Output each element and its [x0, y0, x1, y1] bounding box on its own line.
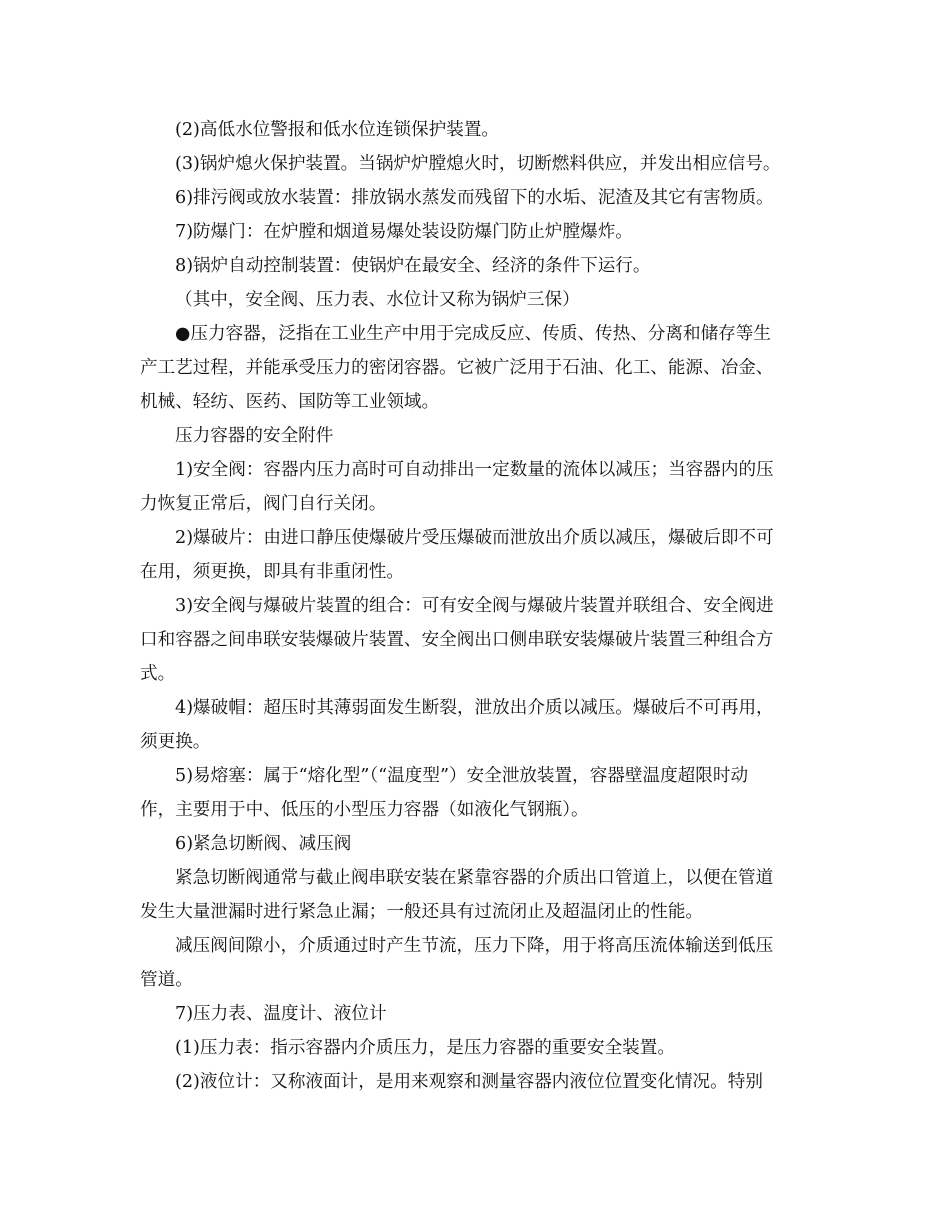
text-line: 6)排污阀或放水装置：排放锅水蒸发而残留下的水垢、泥渣及其它有害物质。 [175, 188, 774, 208]
text-line: 5)易熔塞：属于“熔化型”（“温度型”）安全泄放装置，容器壁温度超限时动 [175, 766, 749, 786]
text-line: 须更换。 [140, 732, 211, 752]
text-line: 减压阀间隙小，介质通过时产生节流，压力下降，用于将高压流体输送到低压 [175, 936, 774, 956]
text-line: 3)安全阀与爆破片装置的组合：可有安全阀与爆破片装置并联组合、安全阀进 [175, 596, 774, 616]
text-line: 发生大量泄漏时进行紧急止漏；一般还具有过流闭止及超温闭止的性能。 [140, 902, 704, 922]
text-line: （其中，安全阀、压力表、水位计又称为锅炉三保） [175, 290, 580, 310]
text-line: 力恢复正常后，阀门自行关闭。 [140, 494, 387, 514]
text-line: 式。 [140, 664, 176, 684]
text-line: 2)爆破片：由进口静压使爆破片受压爆破而泄放出介质以减压，爆破后即不可 [175, 528, 774, 548]
text-line: 作，主要用于中、低压的小型压力容器（如液化气钢瓶）。 [140, 800, 589, 820]
text-line: 紧急切断阀通常与截止阀串联安装在紧靠容器的介质出口管道上，以便在管道 [175, 868, 774, 888]
text-line: 4)爆破帽：超压时其薄弱面发生断裂，泄放出介质以减压。爆破后不可再用， [175, 698, 774, 718]
text-line: (1)压力表：指示容器内介质压力，是压力容器的重要安全装置。 [175, 1038, 675, 1058]
text-line: 1)安全阀：容器内压力高时可自动排出一定数量的流体以减压；当容器内的压 [175, 460, 774, 480]
text-line: 7)压力表、温度计、液位计 [175, 1004, 387, 1024]
text-line: ●压力容器，泛指在工业生产中用于完成反应、传质、传热、分离和储存等生 [175, 324, 771, 344]
text-line: 在用，须更换，即具有非重闭性。 [140, 562, 404, 582]
text-line: 口和容器之间串联安装爆破片装置、安全阀出口侧串联安装爆破片装置三种组合方 [140, 630, 774, 650]
text-line: (2)液位计：又称液面计，是用来观察和测量容器内液位位置变化情况。特别 [175, 1072, 763, 1092]
text-line: 产工艺过程，并能承受压力的密闭容器。它被广泛用于石油、化工、能源、冶金、 [140, 358, 774, 378]
text-line: (2)高低水位警报和低水位连锁保护装置。 [175, 120, 500, 140]
document-page [140, 113, 812, 1099]
section-heading: 压力容器的安全附件 [175, 426, 334, 446]
text-line: 管道。 [140, 970, 193, 990]
text-line: 6)紧急切断阀、减压阀 [175, 834, 352, 854]
text-line: (3)锅炉熄火保护装置。当锅炉炉膛熄火时，切断燃料供应，并发出相应信号。 [175, 154, 781, 174]
text-line: 机械、轻纺、医药、国防等工业领域。 [140, 392, 440, 412]
text-line: 8)锅炉自动控制装置：使锅炉在最安全、经济的条件下运行。 [175, 256, 651, 276]
text-line: 7)防爆门：在炉膛和烟道易爆处装设防爆门防止炉膛爆炸。 [175, 222, 633, 242]
